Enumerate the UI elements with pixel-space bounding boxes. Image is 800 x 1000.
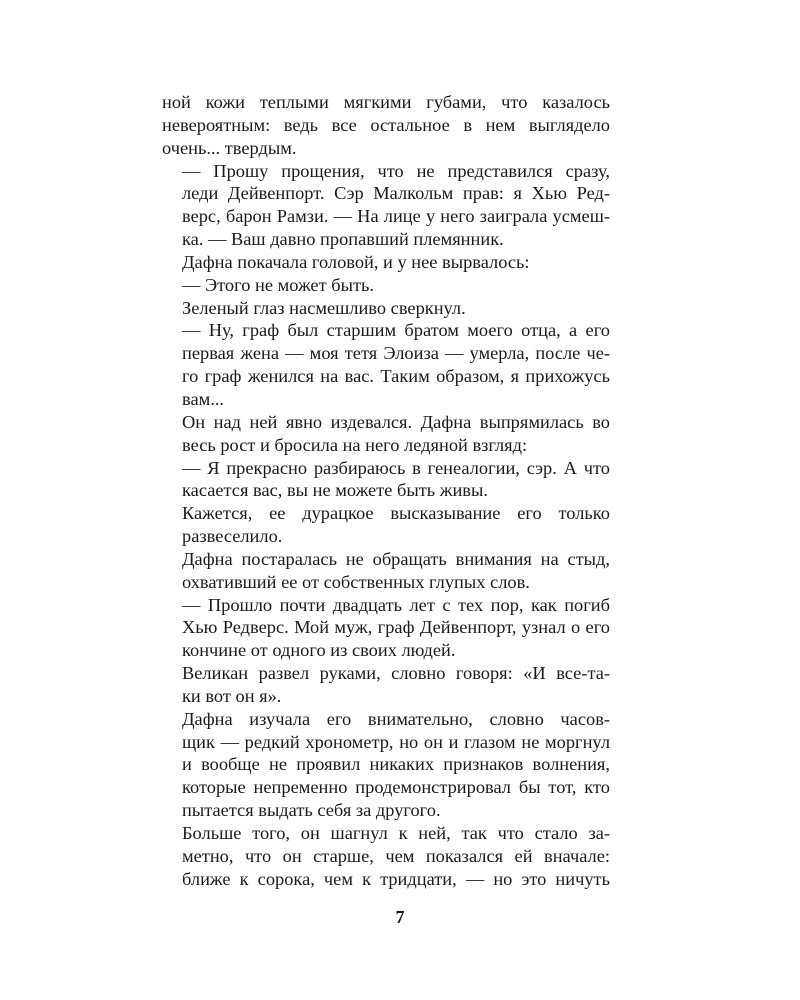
paragraph [162,274,610,297]
book-page-body [162,91,610,891]
paragraph [162,708,610,822]
paragraph [162,594,610,663]
text-line: которые непременно продемонстрировал бы тот, кто [182,777,610,798]
text-line: — Я прекрасно разбираюсь в генеалогии, сэр. А что [182,457,610,478]
paragraph [162,160,610,251]
text-line: ка. — Ваш давно пропавший племянник. [182,229,504,250]
text-line: касается вас, вы не можете быть живы. [182,480,488,501]
text-line: Кажется, ее дурацкое высказывание его только [182,503,610,524]
paragraph [162,662,610,708]
text-line: Дафна покачала головой, и у нее вырвалось: [182,251,530,272]
paragraph-continued [162,91,610,160]
paragraph [162,457,610,503]
text-line: верс, барон Рамзи. — На лице у него заиграла усмеш- [182,206,610,227]
text-line: Дафна постаралась не обращать внимания на стыд, [182,548,610,569]
text-line: вам... [182,388,225,409]
page-number: 7 [395,907,405,927]
text-line: ной кожи теплыми мягкими губами, что казалось [162,92,610,112]
text-line: кончине от одного из своих людей. [182,640,456,661]
text-line: Хью Редверс. Мой муж, граф Дейвенпорт, узнал о его [182,617,610,638]
text-line: — Ну, граф был старшим братом моего отца, а его [182,320,610,341]
text-line: Великан развел руками, словно говоря: «И все-та- [182,663,610,684]
paragraph [162,297,610,320]
text-line: ки вот он я». [182,685,282,706]
text-line: охвативший ее от собственных глупых слов. [182,571,530,592]
text-line: пытается выдать себя за другого. [182,800,441,821]
paragraph [162,411,610,457]
text-line: и вообще не проявил никаких признаков волнения, [182,754,610,775]
text-line: щик — редкий хронометр, но он и глазом не моргнул [182,731,610,752]
paragraph [162,548,610,594]
text-line: — Этого не может быть. [182,274,374,295]
text-line: ближе к сорока, чем к тридцати, — но это ничуть [182,868,610,889]
text-line: невероятным: ведь все остальное в нем выглядело [162,114,610,135]
text-line: го граф женился на вас. Таким образом, я прихожусь [182,366,610,387]
text-line: развеселило. [182,526,283,547]
text-line: леди Дейвенпорт. Сэр Малкольм прав: я Хью Ред- [182,183,610,204]
text-line: Зеленый глаз насмешливо сверкнул. [182,297,466,318]
text-line: первая жена — моя тетя Элоиза — умерла, после че- [182,343,610,364]
text-line: метно, что он старше, чем показался ей вначале: [182,845,610,866]
paragraph [162,822,610,891]
text-line: Больше того, он шагнул к ней, так что стало за- [182,823,610,843]
paragraph [162,319,610,410]
paragraph [162,502,610,548]
paragraph [162,251,610,274]
text-line: очень... твердым. [162,137,297,158]
text-line: — Прошло почти двадцать лет с тех пор, как погиб [182,594,610,615]
text-line: Дафна изучала его внимательно, словно часов- [182,708,610,729]
text-line: — Прошу прощения, что не представился сразу, [182,160,610,181]
text-line: весь рост и бросила на него ледяной взгляд: [182,434,528,455]
text-line: Он над ней явно издевался. Дафна выпрямилась во [182,411,610,432]
